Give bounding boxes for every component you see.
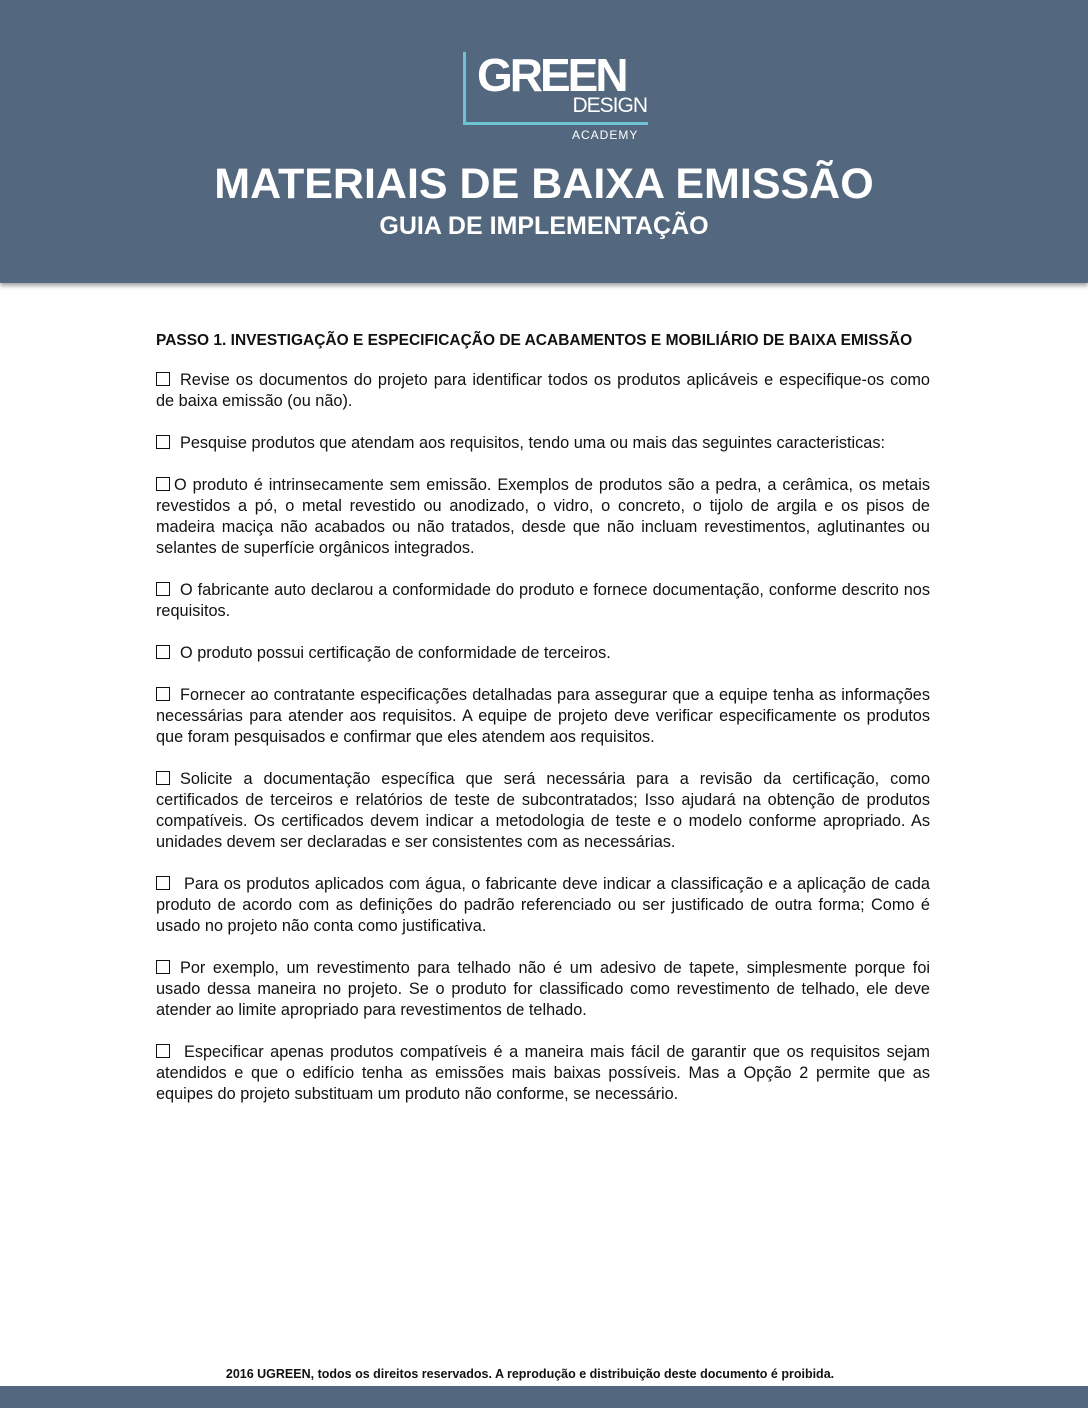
checkbox-icon[interactable] bbox=[156, 771, 170, 785]
checklist-item bbox=[156, 580, 930, 622]
page-title: MATERIAIS DE BAIXA EMISSÃO bbox=[214, 160, 874, 208]
checklist-item-text: Por exemplo, um revestimento para telhado não é um adesivo de tapete, simplesmente porque foi usado dessa maneira no projeto. Se o produto for classificado como revestimento de telhado, ele deve atender ao limite apropriado para revestimentos de telhado. bbox=[156, 959, 930, 1019]
logo-word-academy: ACADEMY bbox=[572, 128, 639, 142]
checklist-item-text: Pesquise produtos que atendam aos requisitos, tendo uma ou mais das seguintes caracteristicas: bbox=[180, 434, 886, 452]
checkbox-icon[interactable] bbox=[156, 1044, 170, 1058]
checkbox-icon[interactable] bbox=[156, 960, 170, 974]
checklist-item bbox=[156, 475, 930, 559]
checklist-item bbox=[156, 370, 930, 412]
checklist-item bbox=[156, 769, 930, 853]
checklist-item bbox=[156, 874, 930, 937]
checklist-item bbox=[156, 958, 930, 1021]
checklist-item-text: O fabricante auto declarou a conformidade do produto e fornece documentação, conforme descrito nos requisitos. bbox=[156, 581, 930, 620]
checkbox-icon[interactable] bbox=[156, 645, 170, 659]
checklist-item-text: Especificar apenas produtos compatíveis é a maneira mais fácil de garantir que os requisitos sejam atendidos e que o edifício tenha as emissões mais baixas possíveis. Mas a Opção 2 permite que as equipes do projeto substituam um produto não conforme, se necessário. bbox=[156, 1043, 930, 1103]
checklist-item-text: Fornecer ao contratante especificações detalhadas para assegurar que a equipe tenha as informações necessárias para atender aos requisitos. A equipe de projeto deve verificar especificamente os produtos que foram pesquisados e confirmar que eles atendem aos requisitos. bbox=[156, 686, 930, 746]
checklist-item-text: Para os produtos aplicados com água, o fabricante deve indicar a classificação e a aplicação de cada produto de acordo com as definições do padrão referenciado ou ser justificado de outra forma; Como é usado no projeto não conta como justificativa. bbox=[156, 875, 930, 935]
checkbox-icon[interactable] bbox=[156, 876, 170, 890]
green-design-academy-logo bbox=[463, 49, 653, 144]
checklist-item-text: Solicite a documentação específica que será necessária para a revisão da certificação, como certificados de terceiros e relatórios de teste de subcontratados; Isso ajudará na obtenção de produtos compatíveis. Os certificados devem indicar a metodologia de teste e o modelo conforme apropriado. As unidades devem ser declaradas e ser consistentes com as necessárias. bbox=[156, 770, 930, 851]
checklist-item-text: Revise os documentos do projeto para identificar todos os produtos aplicáveis e especifique-os como de baixa emissão (ou não). bbox=[156, 371, 930, 410]
step-title: PASSO 1. INVESTIGAÇÃO E ESPECIFICAÇÃO DE ACABAMENTOS E MOBILIÁRIO DE BAIXA EMISSÃO bbox=[156, 332, 913, 349]
checklist-item bbox=[156, 685, 930, 748]
document-body bbox=[156, 330, 930, 1126]
checklist-item-text: O produto possui certificação de conformidade de terceiros. bbox=[180, 644, 611, 662]
checkbox-icon[interactable] bbox=[156, 477, 170, 491]
logo-word-design: DESIGN bbox=[572, 94, 647, 117]
footer-bar bbox=[0, 1386, 1088, 1408]
checklist-item bbox=[156, 1042, 930, 1105]
checkbox-icon[interactable] bbox=[156, 372, 170, 386]
checkbox-icon[interactable] bbox=[156, 582, 170, 596]
checkbox-icon[interactable] bbox=[156, 687, 170, 701]
header-banner bbox=[0, 0, 1088, 283]
logo-word-green: GREEN bbox=[477, 49, 626, 101]
checklist-item bbox=[156, 433, 930, 454]
checklist-item-text: O produto é intrinsecamente sem emissão. Exemplos de produtos são a pedra, a cerâmica, os metais revestidos a pó, o metal revestido ou anodizado, o vidro, o concreto, o tijolo de argila e os pisos de madeira maciça não acabados ou não tratados, desde que não incluam revestimentos, aglutinantes ou selantes de superfície orgânicos integrados. bbox=[156, 476, 930, 557]
page-subtitle: GUIA DE IMPLEMENTAÇÃO bbox=[379, 212, 709, 240]
checkbox-icon[interactable] bbox=[156, 435, 170, 449]
checklist-item bbox=[156, 643, 930, 664]
copyright-notice: 2016 UGREEN, todos os direitos reservados. A reprodução e distribuição deste documento é proibida. bbox=[225, 1367, 835, 1381]
